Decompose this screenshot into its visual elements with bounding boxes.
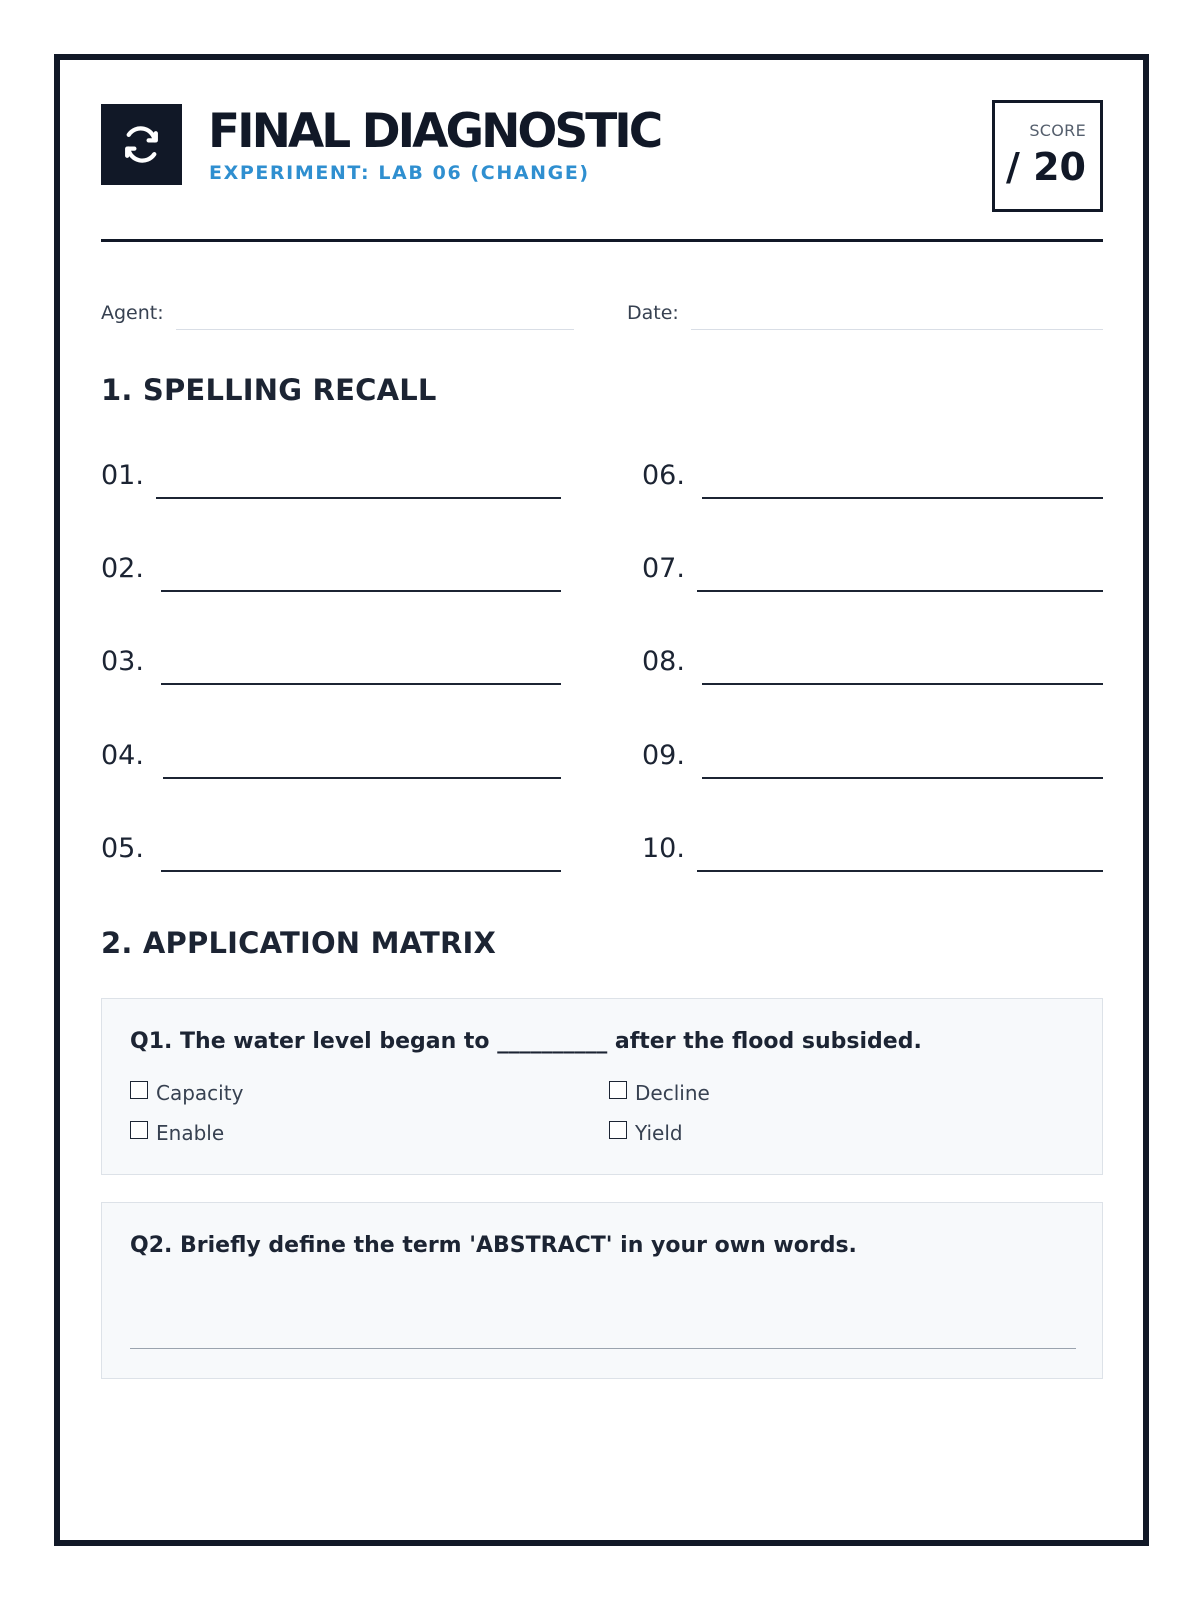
refresh-icon [117, 120, 166, 169]
item-number: 07. [642, 553, 685, 584]
date-label: Date: [627, 302, 679, 324]
item-number: 01. [101, 460, 144, 491]
checkbox[interactable] [130, 1121, 148, 1139]
answer-line[interactable] [130, 1348, 1076, 1349]
checkbox[interactable] [609, 1121, 627, 1139]
option-label: Enable [156, 1121, 225, 1145]
option-label: Capacity [156, 1081, 244, 1105]
question-text-q2: Q2. Briefly define the term 'ABSTRACT' in your own words. [130, 1233, 857, 1258]
spelling-item-09 [642, 740, 1103, 780]
spelling-item-01 [101, 460, 561, 500]
item-number: 09. [642, 740, 685, 771]
page-title: FINAL DIAGNOSTIC [208, 104, 661, 159]
checkbox[interactable] [130, 1081, 148, 1099]
worksheet-header [101, 104, 1103, 244]
spelling-item-04 [101, 740, 561, 780]
question-text-q1: Q1. The water level began to __________ after the flood subsided. [130, 1029, 922, 1054]
agent-field [101, 298, 574, 330]
spelling-item-10 [642, 833, 1103, 873]
spelling-item-07 [642, 553, 1103, 593]
item-number: 06. [642, 460, 685, 491]
answer-line[interactable] [697, 870, 1103, 872]
item-number: 03. [101, 646, 144, 677]
item-number: 05. [101, 833, 144, 864]
score-value: / 20 [1006, 145, 1086, 189]
agent-label: Agent: [101, 302, 164, 324]
answer-line[interactable] [161, 870, 561, 872]
logo [101, 104, 182, 185]
checkbox[interactable] [609, 1081, 627, 1099]
item-number: 04. [101, 740, 144, 771]
answer-line[interactable] [161, 683, 561, 685]
answer-line[interactable] [702, 683, 1103, 685]
answer-line[interactable] [697, 590, 1103, 592]
option-label: Yield [635, 1121, 683, 1145]
score-label: SCORE [1029, 121, 1086, 140]
question-card-q1 [101, 998, 1103, 1175]
spelling-item-05 [101, 833, 561, 873]
answer-line[interactable] [163, 777, 561, 779]
section-heading-spelling: 1. SPELLING RECALL [101, 373, 437, 407]
score-box [992, 100, 1103, 212]
item-number: 02. [101, 553, 144, 584]
spelling-item-08 [642, 646, 1103, 686]
agent-input-line[interactable] [176, 329, 574, 330]
answer-line[interactable] [702, 497, 1103, 499]
item-number: 10. [642, 833, 685, 864]
answer-line[interactable] [702, 777, 1103, 779]
spelling-item-02 [101, 553, 561, 593]
date-field [627, 298, 1103, 330]
option-label: Decline [635, 1081, 710, 1105]
answer-line[interactable] [156, 497, 561, 499]
spelling-item-06 [642, 460, 1103, 500]
answer-line[interactable] [161, 590, 561, 592]
date-input-line[interactable] [691, 329, 1103, 330]
page-subtitle: EXPERIMENT: LAB 06 (CHANGE) [209, 162, 590, 184]
item-number: 08. [642, 646, 685, 677]
header-divider [101, 239, 1103, 242]
section-heading-application: 2. APPLICATION MATRIX [101, 926, 497, 960]
spelling-item-03 [101, 646, 561, 686]
question-card-q2 [101, 1202, 1103, 1379]
